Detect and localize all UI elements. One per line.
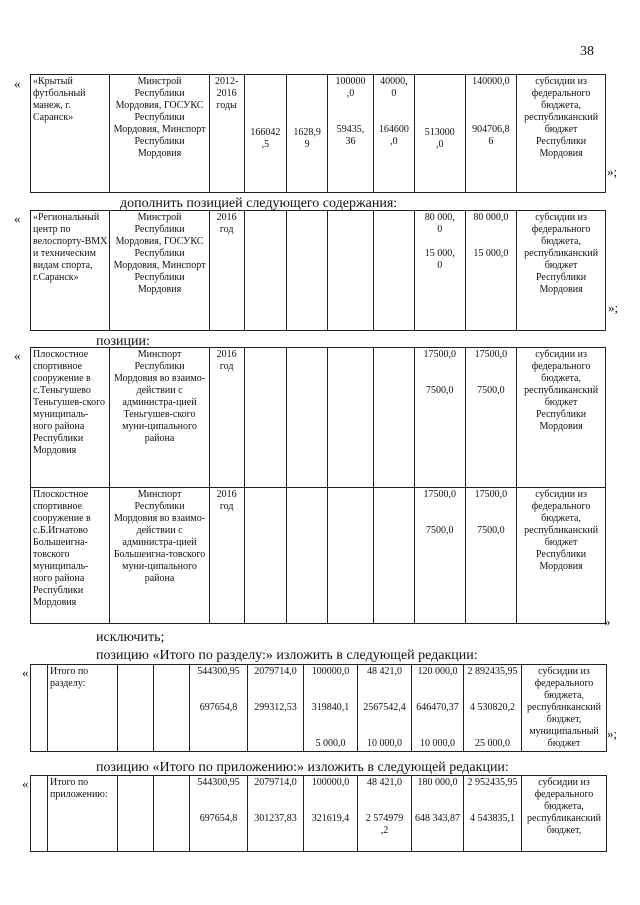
instruction-appendix-total: позицию «Итого по приложению:» изложить в следующей редакции: [96,760,509,775]
object-name: «Региональный центр по велоспорту-ВМХ и техническим видам спорта, г.Саранск» [31,211,110,331]
table-velo-center [30,210,606,331]
table-stadium [30,74,606,193]
years: 2016 год [209,211,244,331]
open-quote: « [22,776,29,791]
value-col4: 166042 ,5 [244,75,286,193]
value-col9: 17500,0 7500,0 [465,488,517,624]
value-col8: 80 000, 0 15 000, 0 [414,211,465,331]
open-quote: « [22,665,29,680]
open-quote: « [14,76,21,91]
funding-source: субсидии из федерального бюджета, республиканский бюджет, [522,776,607,852]
value-col6: 100000,0 321619,4 [304,776,358,852]
table-section-total [30,664,607,752]
value-col9: 2 892435,95 4 530820,2 25 000,0 [464,665,522,752]
total-label: Итого по разделу: [48,665,118,752]
total-label: Итого по приложению: [48,776,118,852]
funding-source: субсидии из федерального бюджета, республиканский бюджет, муниципальный бюджет [522,665,607,752]
object-name: Плоскостное спортивное сооружение в с.Теньгушево Теньгушев-ского муниципаль-ного района Республики Мордовия [31,348,110,488]
value-col5: 2079714,0 301237,83 [248,776,304,852]
value-col7: 40000, 0 164600 ,0 [373,75,414,193]
funding-source: субсидии из федерального бюджета, республиканский бюджет Республики Мордовия [517,348,606,488]
value-col5: 1628,9 9 [286,75,327,193]
value-col6: 100000,0 319840,1 5 000,0 [304,665,358,752]
instruction-section-total: позицию «Итого по разделу:» изложить в следующей редакции: [96,648,478,663]
executor: Минстрой Республики Мордовия, ГОСУКС Республики Мордовия, Минспорт Республики Мордовия [110,75,209,193]
value-col9: 140000,0 904706,8 6 [465,75,517,193]
close-quote: » [604,614,611,629]
value-col9: 80 000,0 15 000,0 [465,211,517,331]
executor: Минспорт Республики Мордовия во взаимо-действии с администра-цией Большеигна-товского муни-ципального района [110,488,209,624]
years: 2012-2016 годы [209,75,244,193]
open-quote: « [14,348,21,363]
executor: Минспорт Республики Мордовия во взаимо-действии с администра-цией Теньгушев-ского муни-ципального района [110,348,209,488]
funding-source: субсидии из федерального бюджета, республиканский бюджет Республики Мордовия [517,75,606,193]
years: 2016 год [209,348,244,488]
value-col8: 17500,0 7500,0 [414,348,465,488]
object-name: «Крытый футбольный манеж, г. Саранск» [31,75,110,193]
value-col9: 2 952435,95 4 543835,1 [464,776,522,852]
executor: Минстрой Республики Мордовия, ГОСУКС Республики Мордовия, Минспорт Республики Мордовия [110,211,209,331]
funding-source: субсидии из федерального бюджета, республиканский бюджет Республики Мордовия [517,211,606,331]
value-col8: 513000 ,0 [414,75,465,193]
value-col8: 120 000,0 646470,37 10 000,0 [412,665,464,752]
table-appendix-total [30,775,607,852]
instruction-add: дополнить позицией следующего содержания: [120,196,398,211]
value-col4: 544300,95 697654,8 [190,776,248,852]
object-name: Плоскостное спортивное сооружение в с.Б.Игнатово Большеигна-товского муниципаль-ного района Республики Мордовия [31,488,110,624]
close-quote: »; [607,726,618,741]
value-col5: 2079714,0 299312,53 [248,665,304,752]
table-sport-facilities [30,347,606,624]
close-quote: »; [607,164,618,179]
instruction-positions: позиции: [96,334,150,349]
value-col4: 544300,95 697654,8 [190,665,248,752]
value-col9: 17500,0 7500,0 [465,348,517,488]
value-col8: 17500,0 7500,0 [414,488,465,624]
close-quote: »; [608,300,619,315]
years: 2016 год [209,488,244,624]
page-number: 38 [580,44,594,59]
value-col8: 180 000,0 648 343,87 [412,776,464,852]
value-col7: 48 421,0 2 574979 ,2 [358,776,412,852]
value-col7: 48 421,0 2567542,4 10 000,0 [358,665,412,752]
value-col6: 100000 ,0 59435, 36 [328,75,373,193]
instruction-exclude: исключить; [96,630,165,645]
funding-source: субсидии из федерального бюджета, республиканский бюджет Республики Мордовия [517,488,606,624]
open-quote: « [14,211,21,226]
